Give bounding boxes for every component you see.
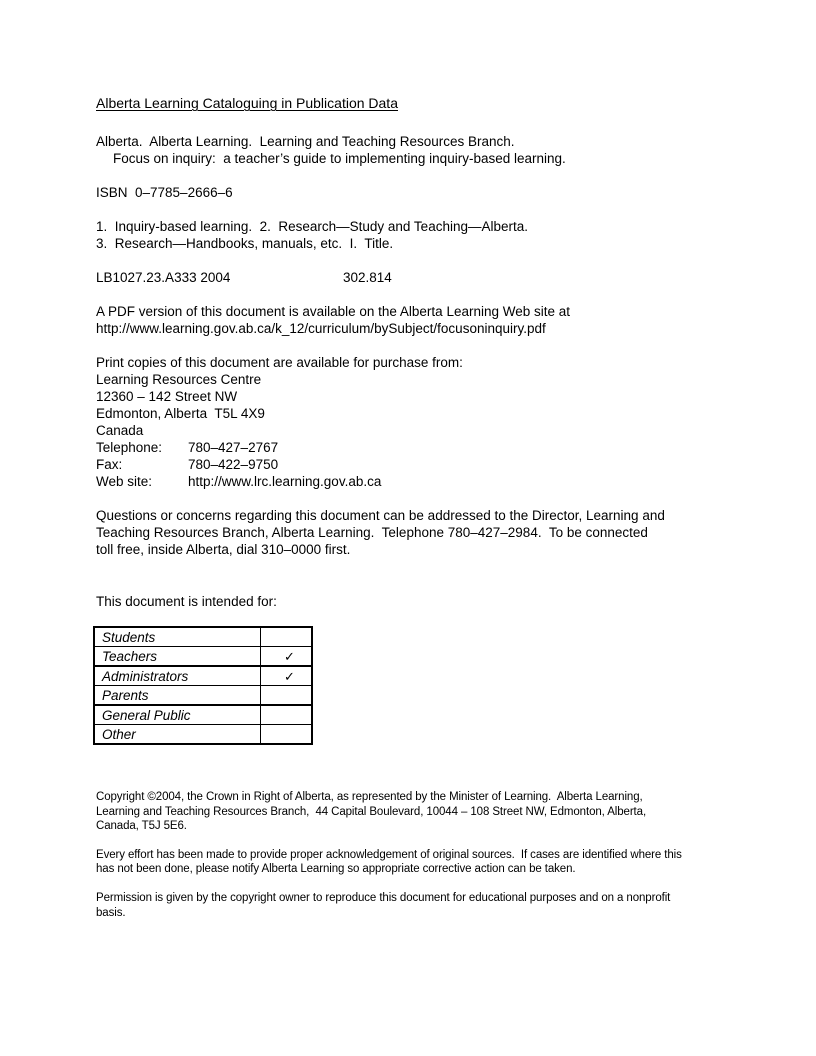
website-value: http://www.lrc.learning.gov.ab.ca (188, 474, 382, 489)
telephone-value: 780–427–2767 (188, 440, 279, 455)
audience-row-students (94, 627, 312, 647)
questions-line2: Teaching Resources Branch, Alberta Learning. Telephone 780–427–2984. To be connected (96, 525, 648, 540)
pdf-url: http://www.learning.gov.ab.ca/k_12/curriculum/bySubject/focusoninquiry.pdf (96, 321, 546, 336)
audience-row-teachers (94, 647, 312, 667)
questions-paragraph (96, 507, 746, 558)
audience-label: Students (94, 627, 261, 647)
audience-label: General Public (94, 705, 261, 725)
lc-call-number: LB1027.23.A333 2004 (96, 270, 231, 285)
intended-for-label: This document is intended for: (96, 594, 277, 609)
contact-row-fax (96, 456, 746, 473)
fax-label: Fax: (96, 457, 123, 472)
permission-paragraph (96, 891, 746, 920)
audience-label: Parents (94, 686, 261, 706)
dewey-number: 302.814 (343, 270, 392, 285)
audience-row-administrators (94, 666, 312, 686)
purchase-intro: Print copies of this document are available for purchase from: (96, 355, 463, 370)
contact-row-website (96, 473, 746, 490)
contact-row-telephone (96, 439, 746, 456)
subject-entries (96, 218, 746, 252)
subject-entries-line2: 3. Research—Handbooks, manuals, etc. I. Title. (96, 236, 394, 251)
copyright-line2: Learning and Teaching Resources Branch, 44 Capital Boulevard, 10044 – 108 Street NW, Edmonton, Alberta, (96, 805, 647, 818)
distributor-name: Learning Resources Centre (96, 372, 262, 387)
checkmark-cell: ✓ (261, 647, 313, 667)
permission-line2: basis. (96, 906, 126, 919)
checkmark-cell (261, 705, 313, 725)
purchase-info (96, 354, 746, 490)
audience-table-wrap (96, 626, 746, 745)
telephone-label: Telephone: (96, 440, 163, 455)
checkmark-cell: ✓ (261, 666, 313, 686)
audience-label: Other (94, 725, 261, 745)
audience-row-other (94, 725, 312, 745)
questions-line3: toll free, inside Alberta, dial 310–0000 first. (96, 542, 351, 557)
isbn-line: ISBN 0–7785–2666–6 (96, 185, 233, 200)
copyright-paragraph (96, 790, 746, 834)
audience-row-general-public (94, 705, 312, 725)
acknowledgement-line2: has not been done, please notify Alberta Learning so appropriate corrective action can be taken. (96, 863, 576, 876)
fax-value: 780–422–9750 (188, 457, 279, 472)
catalog-entry-line2: Focus on inquiry: a teacher’s guide to implementing inquiry-based learning. (113, 151, 566, 166)
audience-label: Administrators (94, 666, 261, 686)
audience-table (93, 626, 313, 745)
cip-heading: Alberta Learning Cataloguing in Publication Data (96, 95, 398, 111)
copyright-line3: Canada, T5J 5E6. (96, 820, 187, 833)
checkmark-cell (261, 686, 313, 706)
pdf-availability (96, 303, 746, 337)
address-line2: Edmonton, Alberta T5L 4X9 (96, 406, 265, 421)
acknowledgement-paragraph (96, 848, 746, 877)
audience-row-parents (94, 686, 312, 706)
website-label: Web site: (96, 474, 153, 489)
questions-line1: Questions or concerns regarding this document can be addressed to the Director, Learning and (96, 508, 665, 523)
copyright-line1: Copyright ©2004, the Crown in Right of Alberta, as represented by the Minister of Learning. Alberta Learning, (96, 791, 643, 803)
checkmark-cell (261, 627, 313, 647)
address-line3: Canada (96, 423, 144, 438)
catalog-entry-line1: Alberta. Alberta Learning. Learning and Teaching Resources Branch. (96, 134, 515, 149)
catalog-entry (96, 133, 746, 167)
acknowledgement-line1: Every effort has been made to provide proper acknowledgement of original sources. If cases are identified where this (96, 848, 682, 861)
address-line1: 12360 – 142 Street NW (96, 389, 238, 404)
pdf-availability-line: A PDF version of this document is available on the Alberta Learning Web site at (96, 304, 571, 319)
checkmark-cell (261, 725, 313, 745)
classification-row (96, 269, 746, 286)
subject-entries-line1: 1. Inquiry-based learning. 2. Research—Study and Teaching—Alberta. (96, 219, 528, 234)
audience-label: Teachers (94, 647, 261, 667)
permission-line1: Permission is given by the copyright owner to reproduce this document for educational purposes and on a nonprofit (96, 891, 671, 904)
